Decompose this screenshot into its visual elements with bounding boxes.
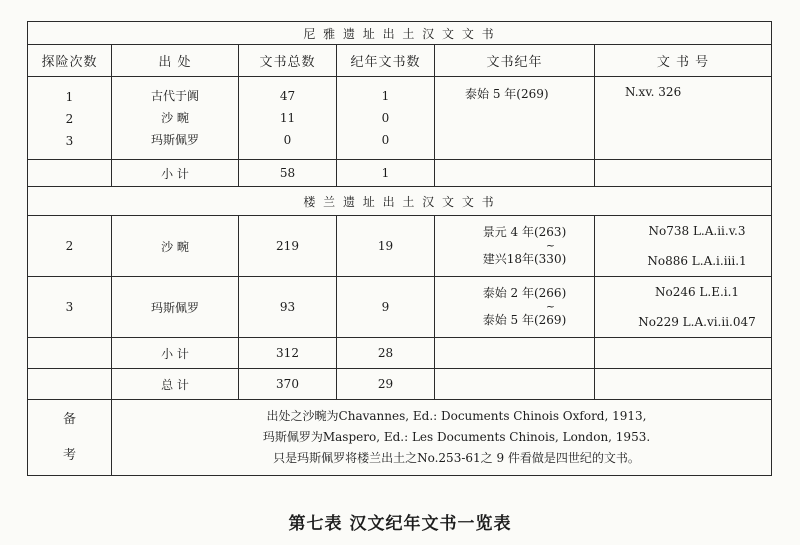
niya-subtotal-era-blank — [435, 160, 595, 187]
loulan-era-3 — [435, 277, 595, 338]
loulan-docno-2-a: No738 L.A.ii.v.3 — [648, 224, 746, 238]
niya-source-2: 沙 畹 — [161, 111, 189, 125]
grand-total-row — [28, 369, 772, 400]
niya-dated-1: 1 — [381, 89, 390, 103]
loulan-docno-2-b: No886 L.A.i.iii.1 — [647, 254, 747, 268]
grand-total-total: 370 — [239, 369, 337, 400]
niya-subtotal-docno-blank — [595, 160, 772, 187]
niya-docno-cell: N.xv. 326 — [595, 77, 772, 160]
grand-total-label: 总 计 — [112, 369, 239, 400]
header-dated: 纪年文书数 — [337, 45, 435, 77]
loulan-total-3: 93 — [239, 277, 337, 338]
loulan-era-2-tilde: ~ — [545, 239, 556, 252]
niya-expedition-cell — [28, 77, 112, 160]
loulan-subtotal-row — [28, 338, 772, 369]
niya-subtotal-dated: 1 — [337, 160, 435, 187]
niya-era-cell: 泰始 5 年(269) — [435, 77, 595, 160]
loulan-era-2-from: 景元 4 年(263) — [482, 225, 567, 239]
loulan-dated-3: 9 — [337, 277, 435, 338]
niya-subtotal-row — [28, 160, 772, 187]
loulan-era-2-to: 建兴18年(330) — [482, 252, 567, 266]
header-row — [28, 45, 772, 77]
loulan-docno-2 — [595, 216, 772, 277]
loulan-era-3-to: 泰始 5 年(269) — [482, 313, 567, 327]
remarks-label-2: 考 — [62, 447, 76, 463]
header-era: 文书纪年 — [435, 45, 595, 77]
loulan-section-title: 楼 兰 遗 址 出 土 汉 文 文 书 — [28, 187, 772, 216]
niya-total-1: 47 — [279, 89, 296, 103]
grand-total-era-blank — [435, 369, 595, 400]
niya-subtotal-label: 小 计 — [112, 160, 239, 187]
remarks-content — [112, 400, 772, 476]
niya-section-title: 尼 雅 遗 址 出 土 汉 文 文 书 — [28, 22, 772, 45]
loulan-subtotal-docno-blank — [595, 338, 772, 369]
niya-no-1: 1 — [65, 90, 74, 104]
remarks-label — [28, 400, 112, 476]
remark-line-3: 只是玛斯佩罗将楼兰出土之No.253-61之 9 件看做是四世纪的文书。 — [273, 451, 640, 465]
remark-line-2: 玛斯佩罗为Maspero, Ed.: Les Documents Chinois, London, 1953. — [262, 430, 651, 444]
loulan-era-3-tilde: ~ — [545, 300, 556, 313]
header-total: 文书总数 — [239, 45, 337, 77]
loulan-no-3: 3 — [28, 277, 112, 338]
loulan-docno-3 — [595, 277, 772, 338]
niya-dated-cell — [337, 77, 435, 160]
loulan-source-2: 沙 畹 — [112, 216, 239, 277]
remarks-row — [28, 400, 772, 476]
loulan-subtotal-era-blank — [435, 338, 595, 369]
niya-dated-2: 0 — [381, 111, 390, 125]
table-caption: 第七表 汉文纪年文书一览表 — [288, 514, 512, 534]
niya-data-row — [28, 77, 772, 160]
niya-total-2: 11 — [279, 111, 296, 125]
loulan-total-2: 219 — [239, 216, 337, 277]
header-docno: 文 书 号 — [595, 45, 772, 77]
niya-source-cell — [112, 77, 239, 160]
loulan-no-2: 2 — [28, 216, 112, 277]
loulan-subtotal-total: 312 — [239, 338, 337, 369]
loulan-row-maspero — [28, 277, 772, 338]
grand-total-docno-blank — [595, 369, 772, 400]
niya-no-2: 2 — [65, 112, 74, 126]
niya-subtotal-blank — [28, 160, 112, 187]
loulan-subtotal-dated: 28 — [337, 338, 435, 369]
loulan-era-3-from: 泰始 2 年(266) — [482, 286, 567, 300]
loulan-docno-3-a: No246 L.E.i.1 — [654, 285, 740, 299]
grand-total-blank — [28, 369, 112, 400]
loulan-subtotal-blank — [28, 338, 112, 369]
niya-section-row — [28, 22, 772, 45]
niya-subtotal-total: 58 — [239, 160, 337, 187]
niya-dated-3: 0 — [381, 133, 390, 147]
loulan-section-row — [28, 187, 772, 216]
niya-source-1: 古代于阗 — [150, 89, 199, 103]
loulan-docno-3-b: No229 L.A.vi.ii.047 — [638, 315, 756, 329]
grand-total-dated: 29 — [337, 369, 435, 400]
niya-source-3: 玛斯佩罗 — [150, 133, 199, 147]
loulan-row-chavannes — [28, 216, 772, 277]
niya-no-3: 3 — [65, 134, 74, 148]
header-source: 出 处 — [112, 45, 239, 77]
loulan-dated-2: 19 — [337, 216, 435, 277]
loulan-era-2 — [435, 216, 595, 277]
header-expedition: 探险次数 — [28, 45, 112, 77]
niya-total-cell — [239, 77, 337, 160]
remarks-label-1: 备 — [62, 411, 76, 427]
loulan-subtotal-label: 小 计 — [112, 338, 239, 369]
niya-total-3: 0 — [283, 133, 292, 147]
dated-documents-table — [27, 21, 772, 476]
loulan-source-3: 玛斯佩罗 — [112, 277, 239, 338]
remark-line-1: 出处之沙畹为Chavannes, Ed.: Documents Chinois Oxford, 1913, — [266, 409, 647, 423]
